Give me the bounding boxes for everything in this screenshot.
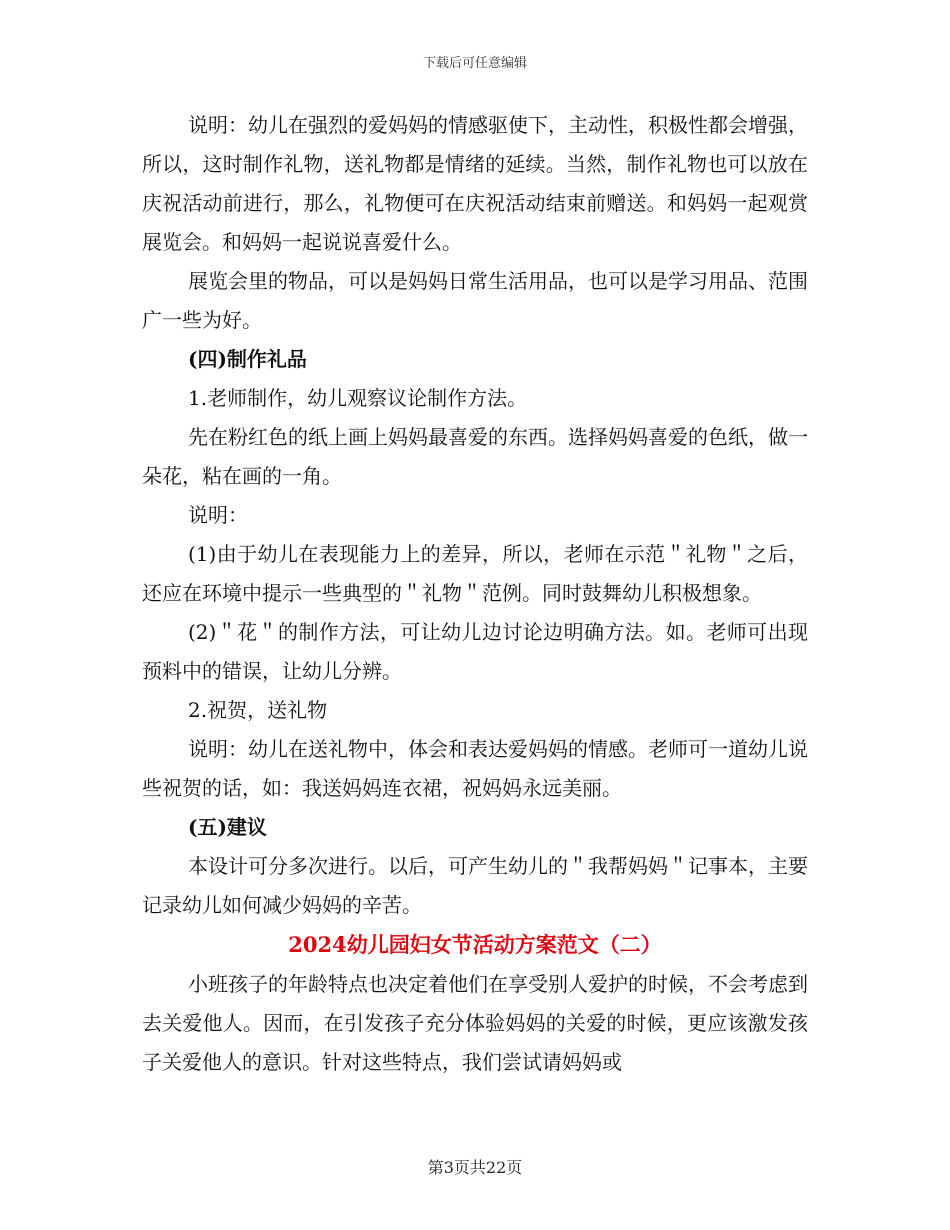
section-heading-five: (五)建议: [188, 815, 267, 839]
page-header: 下载后可任意编辑: [422, 56, 527, 71]
page-footer: 第3页共22页: [427, 1158, 523, 1177]
step-2-paragraph: 说明：幼儿在送礼物中，体会和表达爱妈妈的情感。老师可一道幼儿说些祝贺的话，如：我送妈妈连衣裙，祝妈妈永远美丽。: [142, 737, 808, 800]
note-item-2: (2)＂花＂的制作方法，可让幼儿边讨论边明确方法。如。老师可出现预料中的错误，让幼儿分辨。: [142, 620, 808, 683]
explanation-paragraph: 说明：幼儿在强烈的爱妈妈的情感驱使下，主动性，积极性都会增强，所以，这时制作礼物，送礼物都是情绪的延续。当然，制作礼物也可以放在庆祝活动前进行，那么，礼物便可在庆祝活动结束前赠送。和妈妈一起观赏展览会。和妈妈一起说说喜爱什么。: [142, 113, 808, 254]
step-1-paragraph: 先在粉红色的纸上画上妈妈最喜爱的东西。选择妈妈喜爱的色纸，做一朵花，粘在画的一角。: [142, 425, 808, 488]
step-1-heading: 1.老师制作，幼儿观察议论制作方法。: [188, 386, 528, 410]
note-label: 说明：: [188, 503, 248, 527]
exhibition-paragraph: 展览会里的物品，可以是妈妈日常生活用品，也可以是学习用品、范围广一些为好。: [142, 269, 808, 332]
intro-paragraph: 小班孩子的年龄特点也决定着他们在享受别人爱护的时候，不会考虑到去关爱他人。因而，在引发孩子充分体验妈妈的关爱的时候，更应该激发孩子关爱他人的意识。针对这些特点，我们尝试请妈妈或: [142, 972, 808, 1074]
step-2-heading: 2.祝贺，送礼物: [188, 698, 328, 722]
note-item-1: (1)由于幼儿在表现能力上的差异，所以，老师在示范＂礼物＂之后，还应在环境中提示一些典型的＂礼物＂范例。同时鼓舞幼儿积极想象。: [142, 542, 808, 605]
document-body: [142, 106, 808, 1082]
document-section-title: 2024幼儿园妇女节活动方案范文（二）: [288, 932, 662, 957]
suggestion-paragraph: 本设计可分多次进行。以后，可产生幼儿的＂我帮妈妈＂记事本，主要记录幼儿如何减少妈妈的辛苦。: [142, 854, 808, 917]
section-heading-four: (四)制作礼品: [188, 347, 307, 371]
